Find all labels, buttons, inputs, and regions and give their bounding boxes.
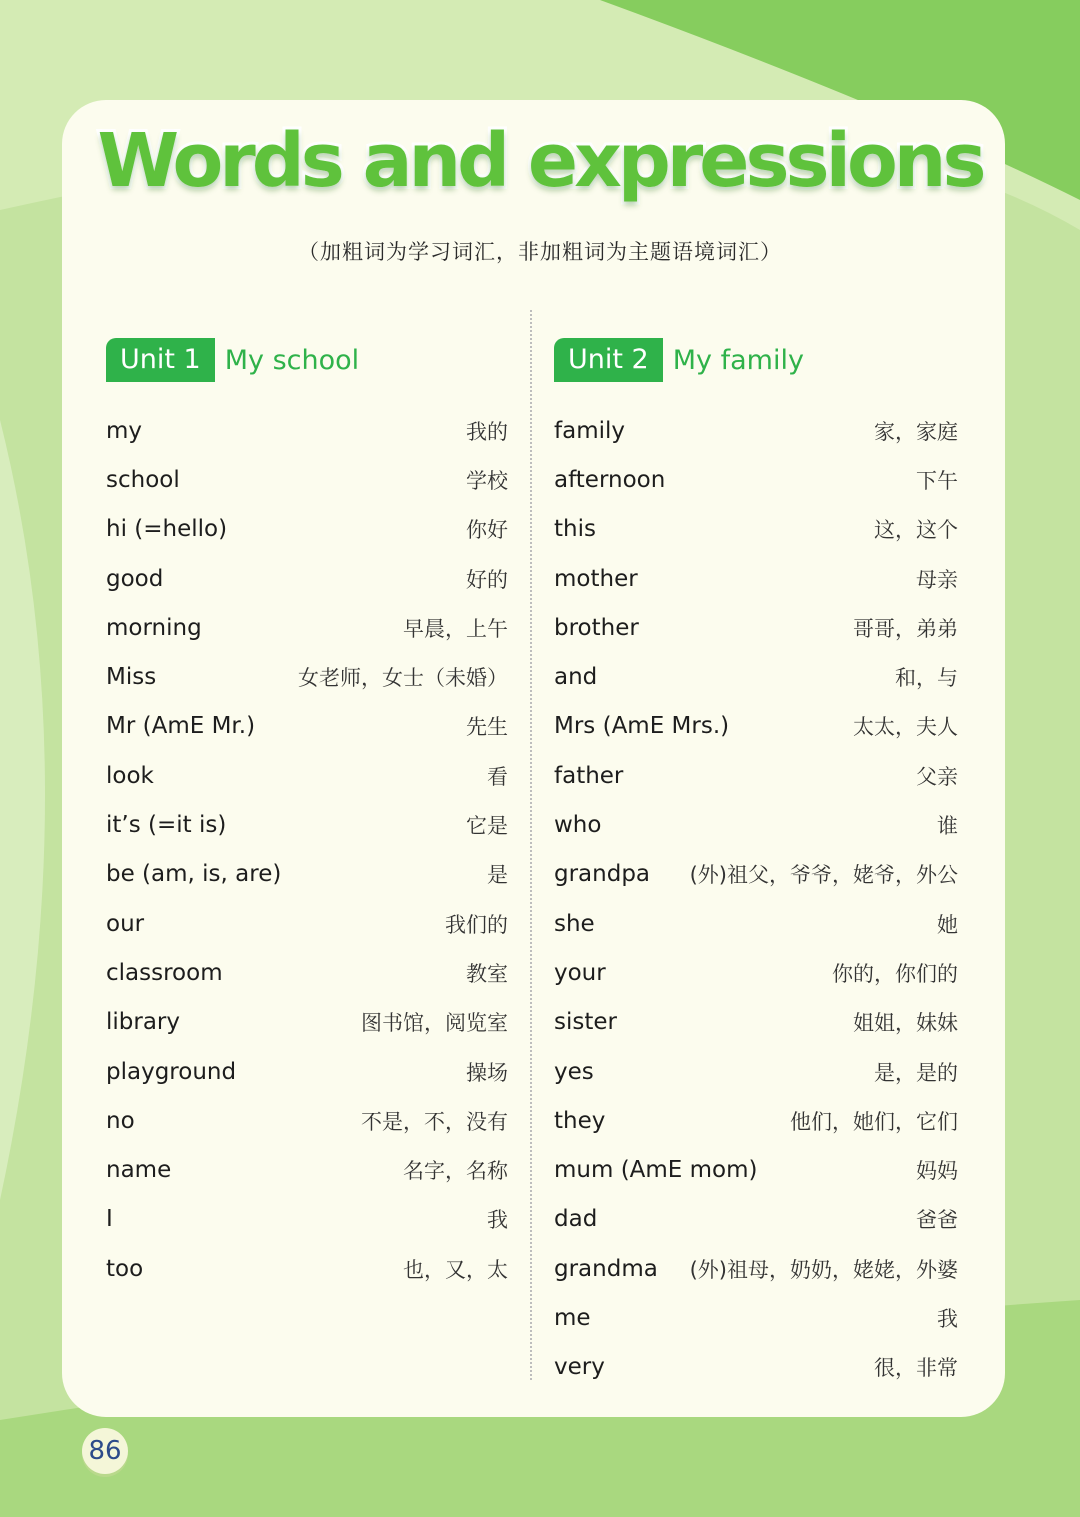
word-entry: it’s (=it is)	[106, 812, 227, 839]
word-row	[106, 998, 508, 1047]
word-entry: grandma	[554, 1255, 658, 1282]
word-row	[106, 455, 508, 504]
word-meaning: (外)祖母，奶奶，姥姥，外婆	[689, 1257, 958, 1282]
word-meaning: 他们，她们，它们	[790, 1109, 958, 1134]
word-meaning: 和，与	[895, 666, 958, 691]
word-meaning: 教室	[466, 961, 508, 986]
word-meaning: 太太，夫人	[853, 715, 958, 740]
word-entry: library	[106, 1009, 180, 1036]
word-meaning: 姐姐，妹妹	[853, 1011, 958, 1036]
word-meaning: 我的	[466, 419, 508, 444]
word-meaning: 好的	[466, 567, 508, 592]
word-meaning: 母亲	[916, 567, 958, 592]
column-divider	[530, 310, 532, 1380]
word-row	[554, 505, 958, 554]
word-row	[106, 652, 508, 701]
word-meaning: 我	[487, 1208, 508, 1233]
word-entry: yes	[554, 1058, 594, 1085]
unit-1-word-list	[106, 406, 508, 1293]
word-row	[106, 1195, 508, 1244]
word-entry: your	[554, 959, 606, 986]
word-row	[554, 1096, 958, 1145]
unit-2-name: My family	[672, 344, 804, 376]
unit-2-column	[554, 338, 958, 1392]
word-row	[554, 751, 958, 800]
page-number: 86	[82, 1428, 128, 1474]
word-meaning: 我们的	[445, 912, 508, 937]
unit-1-column	[106, 338, 508, 1293]
word-row	[106, 1096, 508, 1145]
unit-2-tag: Unit 2	[554, 338, 663, 382]
word-row	[106, 948, 508, 997]
word-row	[106, 1244, 508, 1293]
word-entry: my	[106, 417, 143, 444]
word-meaning: 你的，你们的	[832, 961, 958, 986]
word-row	[554, 1293, 958, 1342]
word-meaning: 这，这个	[874, 518, 958, 543]
word-meaning: 是	[487, 863, 508, 888]
word-entry: they	[554, 1107, 606, 1134]
word-meaning: 不是，不，没有	[361, 1109, 508, 1134]
word-meaning: 是，是的	[874, 1060, 958, 1085]
unit-2-header	[554, 338, 958, 382]
word-meaning: 爸爸	[916, 1208, 958, 1233]
word-meaning: 我	[937, 1306, 958, 1331]
word-row	[554, 998, 958, 1047]
page-subtitle: （加粗词为学习词汇，非加粗词为主题语境词汇）	[298, 240, 782, 264]
word-meaning: 操场	[466, 1060, 508, 1085]
word-row	[554, 948, 958, 997]
word-entry: playground	[106, 1058, 237, 1085]
word-entry: afternoon	[554, 466, 666, 493]
word-entry: dad	[554, 1206, 598, 1233]
word-row	[554, 603, 958, 652]
word-entry: this	[554, 516, 596, 543]
word-row	[554, 1343, 958, 1392]
word-entry: hi (=hello)	[106, 516, 228, 543]
word-entry: father	[554, 762, 624, 789]
word-entry: I	[106, 1206, 113, 1233]
word-entry: sister	[554, 1009, 617, 1036]
word-entry: name	[106, 1157, 172, 1184]
word-meaning: 女老师，女士（未婚）	[298, 666, 508, 691]
word-row	[106, 505, 508, 554]
word-entry: very	[554, 1354, 605, 1381]
word-entry: and	[554, 664, 598, 691]
word-row	[554, 1244, 958, 1293]
word-entry: look	[106, 762, 154, 789]
word-row	[554, 652, 958, 701]
word-row	[106, 603, 508, 652]
word-entry: school	[106, 466, 180, 493]
word-entry: me	[554, 1304, 591, 1331]
word-row	[106, 850, 508, 899]
word-meaning: 你好	[466, 518, 508, 543]
word-row	[106, 1145, 508, 1194]
word-entry: morning	[106, 614, 202, 641]
word-row	[106, 751, 508, 800]
word-row	[554, 455, 958, 504]
word-entry: our	[106, 910, 145, 937]
unit-1-tag: Unit 1	[106, 338, 215, 382]
page-title: Words and expressions	[97, 118, 983, 204]
word-meaning: 先生	[466, 715, 508, 740]
word-meaning: 图书馆，阅览室	[361, 1011, 508, 1036]
word-entry: mother	[554, 565, 638, 592]
unit-1-header	[106, 338, 508, 382]
word-entry: be (am, is, are)	[106, 861, 282, 888]
word-meaning: 也，又，太	[403, 1257, 508, 1282]
word-row	[554, 554, 958, 603]
word-meaning: 名字，名称	[403, 1159, 508, 1184]
word-row	[554, 1047, 958, 1096]
word-meaning: 父亲	[916, 764, 958, 789]
word-meaning: 谁	[937, 814, 958, 839]
word-row	[106, 1047, 508, 1096]
word-meaning: 学校	[466, 468, 508, 493]
word-row	[106, 800, 508, 849]
word-meaning: 她	[937, 912, 958, 937]
word-entry: Miss	[106, 664, 157, 691]
word-meaning: 看	[487, 764, 508, 789]
word-entry: family	[554, 417, 625, 444]
word-entry: mum (AmE mom)	[554, 1157, 758, 1184]
word-meaning: 下午	[916, 468, 958, 493]
word-entry: brother	[554, 614, 639, 641]
word-row	[554, 899, 958, 948]
word-row	[554, 850, 958, 899]
word-meaning: 妈妈	[916, 1159, 958, 1184]
word-row	[106, 899, 508, 948]
word-row	[554, 1195, 958, 1244]
unit-1-name: My school	[224, 344, 360, 376]
word-meaning: 早晨，上午	[403, 616, 508, 641]
word-row	[106, 406, 508, 455]
word-entry: Mr (AmE Mr.)	[106, 713, 256, 740]
word-row	[106, 554, 508, 603]
word-row	[554, 800, 958, 849]
word-meaning: 哥哥，弟弟	[853, 616, 958, 641]
word-entry: Mrs (AmE Mrs.)	[554, 713, 730, 740]
word-entry: she	[554, 910, 595, 937]
word-entry: who	[554, 812, 602, 839]
word-entry: too	[106, 1255, 144, 1282]
word-row	[106, 702, 508, 751]
word-meaning: 家，家庭	[874, 419, 958, 444]
word-meaning: (外)祖父，爷爷，姥爷，外公	[689, 863, 958, 888]
word-entry: grandpa	[554, 861, 651, 888]
word-entry: no	[106, 1107, 135, 1134]
word-entry: good	[106, 565, 164, 592]
word-row	[554, 406, 958, 455]
word-row	[554, 702, 958, 751]
word-row	[554, 1145, 958, 1194]
word-meaning: 很，非常	[874, 1356, 958, 1381]
word-meaning: 它是	[466, 814, 508, 839]
word-entry: classroom	[106, 959, 223, 986]
unit-2-word-list	[554, 406, 958, 1392]
